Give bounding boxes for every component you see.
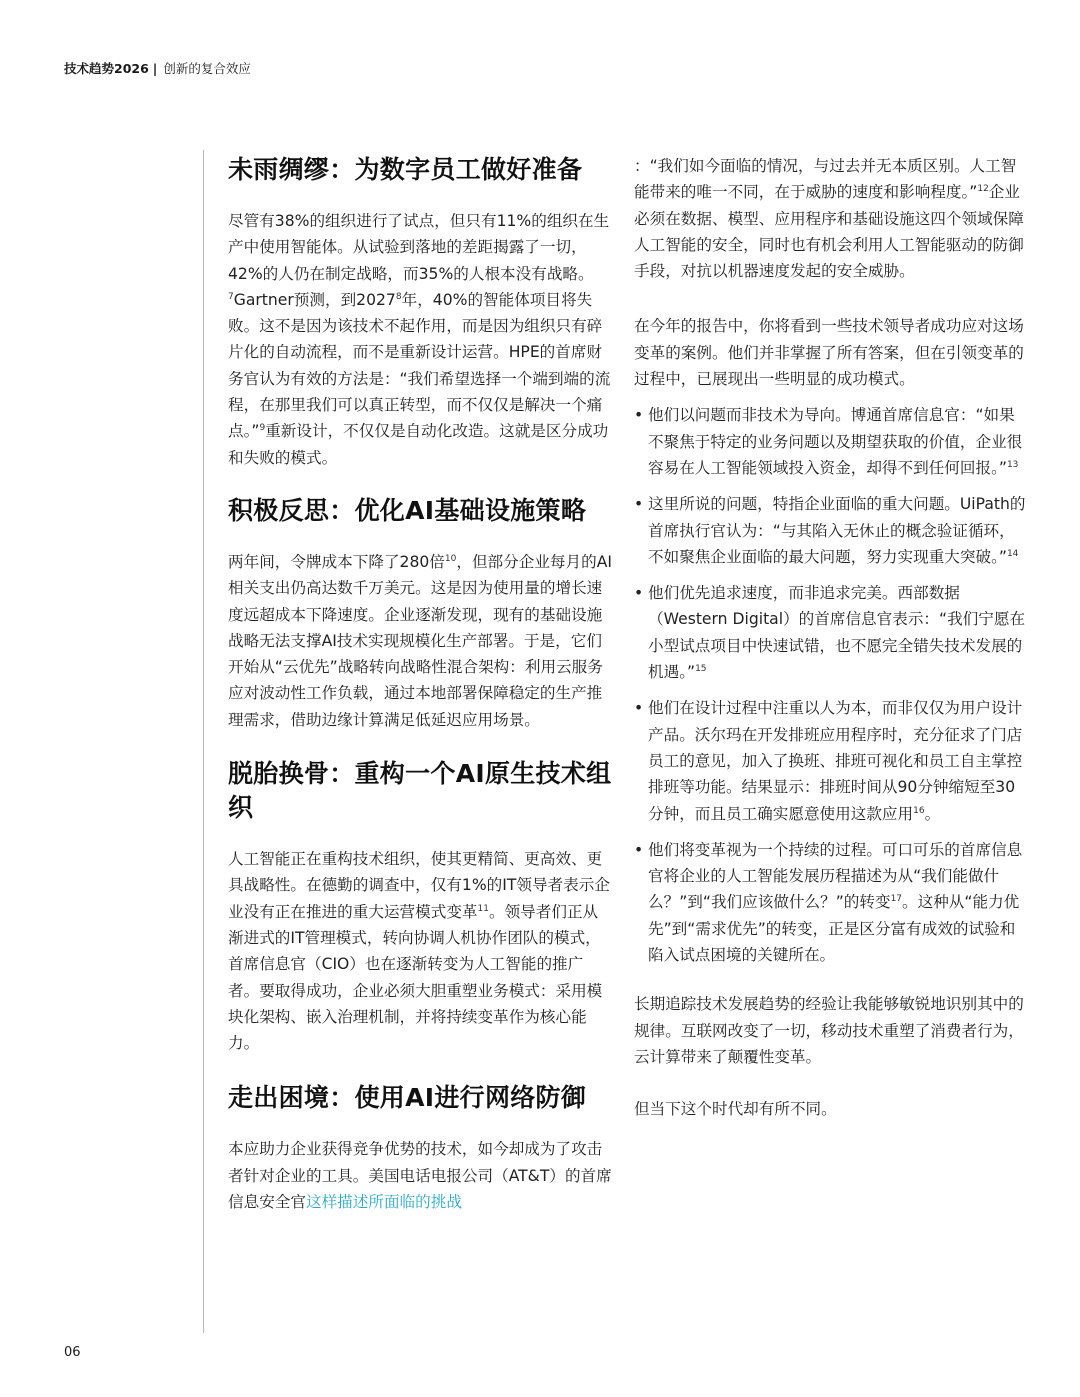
- section-heading-cyber-defense: 走出困境：使用AI进行网络防御: [228, 1083, 587, 1113]
- right-column: [634, 153, 1029, 1123]
- list-item: • 他们在设计过程中注重以人为本，而非仅仅为用户设计产品。沃尔玛在开发排班应用程序时，充分征求了门店员工的意见，加入了换班、排班可视化和员工自主掌控排班等功能。结果显示：排班时间从90分钟缩短至30分钟，而且员工确实愿意使用这款应用$^{16}$。: [634, 695, 1029, 826]
- footnote-ref[interactable]: 12: [977, 184, 989, 195]
- footnote-ref[interactable]: 15: [695, 664, 707, 675]
- column-rule: [203, 150, 204, 1333]
- footnote-ref[interactable]: 8: [395, 291, 402, 302]
- header-separator: |: [152, 61, 158, 76]
- section-heading-ai-infrastructure: 积极反思：优化AI基础设施策略: [228, 495, 587, 525]
- footnote-ref[interactable]: 10: [444, 553, 457, 564]
- footnote-ref[interactable]: 9: [259, 423, 266, 434]
- list-item: • 他们将变革视为一个持续的过程。可口可乐的首席信息官将企业的人工智能发展历程描述为从“我们能做什么？”到“我们应该做什么？”的转变$^{17}$。这种从“能力优先”到“需求优先”的转变，正是区分富有成效的试验和陷入试点困境的关键所在。: [634, 837, 1029, 968]
- list-item: • 这里所说的问题，特指企业面临的重大问题。UiPath的首席执行官认为：“与其陷入无休止的概念验证循环，不如聚焦企业面临的最大问题，努力实现重大突破。”$^{14}$: [634, 491, 1029, 570]
- running-header: [64, 59, 251, 77]
- report-title: 技术趋势2026: [64, 61, 149, 76]
- paragraph-ai-infrastructure: 两年间，令牌成本下降了280倍$^{10}$，但部分企业每月的AI相关支出仍高达数千万美元。这是因为使用量的增长速度远超成本下降速度。企业逐渐发现，现有的基础设施战略无法支撑AI技术实现规模化生产部署。于是，它们开始从“云优先”战略转向战略性混合架构：利用云服务应对波动性工作负载，通过本地部署保障稳定的生产推理需求，借助边缘计算满足低延迟应用场景。: [228, 552, 612, 729]
- paragraph-closing-trends: 长期追踪技术发展趋势的经验让我能够敏锐地识别其中的规律。互联网改变了一切，移动技术重塑了消费者行为，云计算带来了颠覆性变革。: [634, 995, 1024, 1066]
- report-subtitle: 创新的复合效应: [163, 61, 251, 76]
- list-item: • 他们以问题而非技术为导向。博通首席信息官：“如果不聚焦于特定的业务问题以及期望获取的价值，企业很容易在人工智能领域投入资金，却得不到任何回报。”$^{13}$: [634, 402, 1029, 481]
- section-heading-digital-workforce: 未雨绸缪：为数字员工做好准备: [228, 155, 583, 184]
- paragraph-cyber-defense-start: 本应助力企业获得竞争优势的技术，如今却成为了攻击者针对企业的工具。美国电话电报公司（AT&T）的首席信息安全官这样描述所面临的挑战: [228, 1140, 612, 1212]
- paragraph-digital-workforce: 尽管有38%的组织进行了试点，但只有11%的组织在生产中使用智能体。从试验到落地的差距揭露了一切， 42%的人仍在制定战略，而35%的人根本没有战略。$^7$Gartner预测，到2027$^8$年，40%的智能体项目将失败。这不是因为该技术不起作用，而是因为组织只有碎片化的自动流程，而不是重新设计运营。HPE的首席财务官认为有效的方法是：“我们希望选择一个端到端的流程，在那里我们可以真正转型，而不仅仅是解决一个痛点。”$^9$重新设计，不仅仅是自动化改造。这就是区分成功和失败的模式。: [228, 212, 611, 467]
- footnote-ref[interactable]: 14: [1006, 548, 1019, 559]
- section-heading-ai-native-org: 脱胎换骨：重构一个AI原生技术组织: [228, 759, 612, 823]
- source-link[interactable]: 这样描述所面临的挑战: [305, 1193, 462, 1212]
- list-item: • 他们优先追求速度，而非追求完美。西部数据（Western Digital）的首席信息官表示：“我们宁愿在小型试点项目中快速试错，也不愿完全错失技术发展的机遇。”$^{15}$: [634, 580, 1029, 685]
- paragraph-report-intro: 在今年的报告中，你将看到一些技术领导者成功应对这场变革的案例。他们并非掌握了所有答案，但在引领变革的过程中，已展现出一些明显的成功模式。: [634, 317, 1024, 389]
- footnote-ref[interactable]: 7: [228, 291, 234, 302]
- footnote-ref[interactable]: 11: [477, 903, 489, 914]
- footnote-ref[interactable]: 16: [913, 805, 925, 816]
- footnote-ref[interactable]: 17: [890, 894, 903, 905]
- paragraph-ai-native-org: 人工智能正在重构技术组织，使其更精简、更高效、更具战略性。在德勤的调查中，仅有1%的IT领导者表示企业没有正在推进的重大运营模式变革$^{11}$。领导者们正从渐进式的IT管理模式，转向协调人机协作团队的模式，首席信息官（CIO）也在逐渐转变为人工智能的推广者。要取得成功，企业必须大胆重塑业务模式：采用模块化架构、嵌入治理机制，并将持续变革作为核心能力。: [228, 850, 610, 1053]
- footnote-ref[interactable]: 13: [1006, 459, 1019, 470]
- page-number: 06: [64, 1345, 81, 1360]
- success-patterns-list: [634, 402, 1029, 968]
- left-column: [228, 153, 613, 1215]
- paragraph-closing-different: 但当下这个时代却有所不同。: [634, 1100, 837, 1119]
- paragraph-cyber-defense-cont: ：“我们如今面临的情况，与过去并无本质区别。人工智能带来的唯一不同，在于威胁的速度和影响程度。”$^{12}$企业必须在数据、模型、应用程序和基础设施这四个领域保障人工智能的安全，同时也有机会利用人工智能驱动的防御手段，对抗以机器速度发起的安全威胁。: [634, 157, 1024, 281]
